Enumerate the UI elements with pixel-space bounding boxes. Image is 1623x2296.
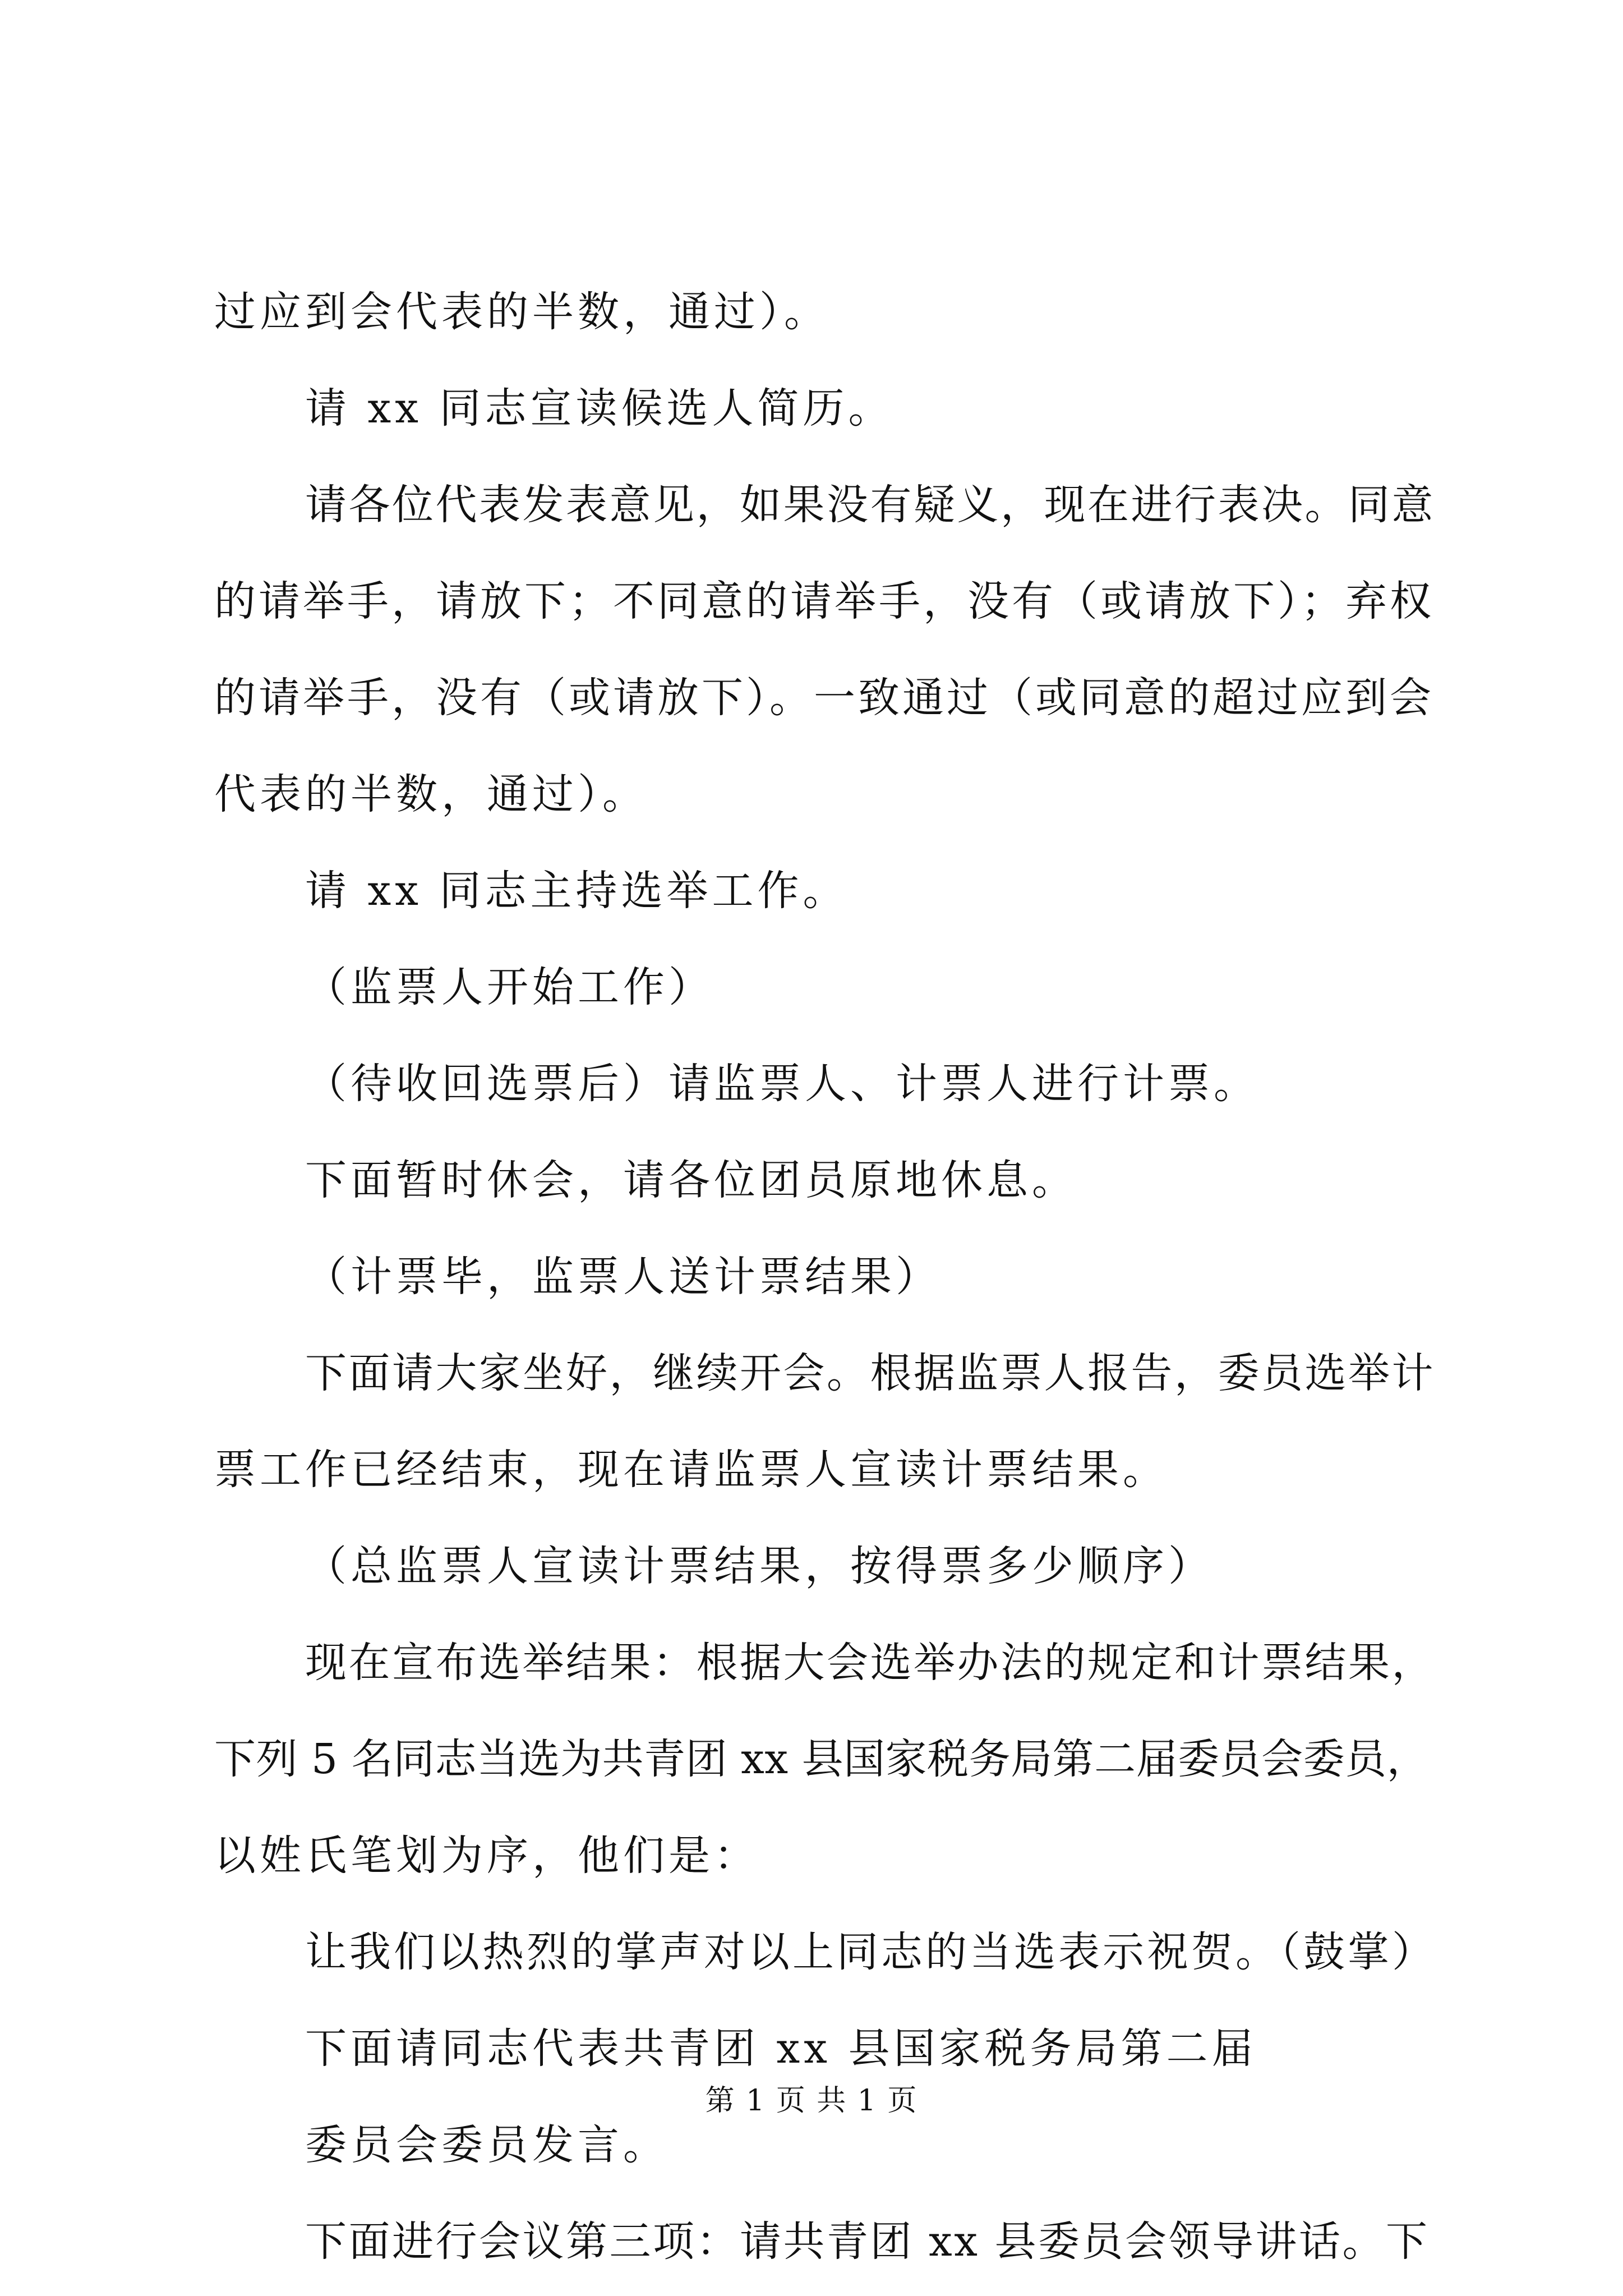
text-line-1: 过应到会代表的半数，通过）。 <box>214 288 829 336</box>
text-line-12: 下面请大家坐好，继续开会。根据监票人报告，委员选举计 <box>305 1349 1435 1397</box>
text-line-2: 请 xx 同志宣读候选人简历。 <box>305 384 894 432</box>
text-line-3: 请各位代表发表意见，如果没有疑义，现在进行表决。同意 <box>305 481 1435 529</box>
document-body <box>214 264 1437 2290</box>
text-line-4: 的请举手，请放下；不同意的请举手，没有（或请放下）；弃权 <box>214 577 1434 625</box>
text-line-14: （总监票人宣读计票结果，按得票多少顺序） <box>305 1542 1214 1590</box>
text-line-8: （监票人开始工作） <box>305 963 714 1011</box>
text-line-19: 下面请同志代表共青团 xx 县国家税务局第二届 <box>305 2024 1257 2073</box>
text-line-11: （计票毕，监票人送计票结果） <box>305 1253 941 1301</box>
page-footer <box>0 2078 1623 2123</box>
text-line-7: 请 xx 同志主持选举工作。 <box>305 867 849 915</box>
text-line-20: 委员会委员发言。 <box>305 2121 668 2169</box>
text-line-6: 代表的半数，通过）。 <box>214 770 648 818</box>
text-line-21: 下面进行会议第三项：请共青团 xx 县委员会领导讲话。下 <box>305 2217 1430 2266</box>
text-line-13: 票工作已经结束，现在请监票人宣读计票结果。 <box>214 1446 1168 1494</box>
text-line-17: 以姓氏笔划为序，他们是： <box>214 1832 759 1880</box>
page-number-label: 第 1 页 共 1 页 <box>705 2084 918 2118</box>
text-line-15: 现在宣布选举结果：根据大会选举办法的规定和计票结果， <box>305 1639 1435 1687</box>
text-line-18: 让我们以热烈的掌声对以上同志的当选表示祝贺。（鼓掌） <box>305 1928 1436 1976</box>
text-line-16: 下列 5 名同志当选为共青团 xx 县国家税务局第二届委员会委员， <box>214 1735 1429 1783</box>
text-line-10: 下面暂时休会，请各位团员原地休息。 <box>305 1156 1077 1204</box>
text-line-9: （待收回选票后）请监票人、计票人进行计票。 <box>305 1060 1259 1108</box>
text-line-5: 的请举手，没有（或请放下）。一致通过（或同意的超过应到会 <box>214 674 1434 722</box>
